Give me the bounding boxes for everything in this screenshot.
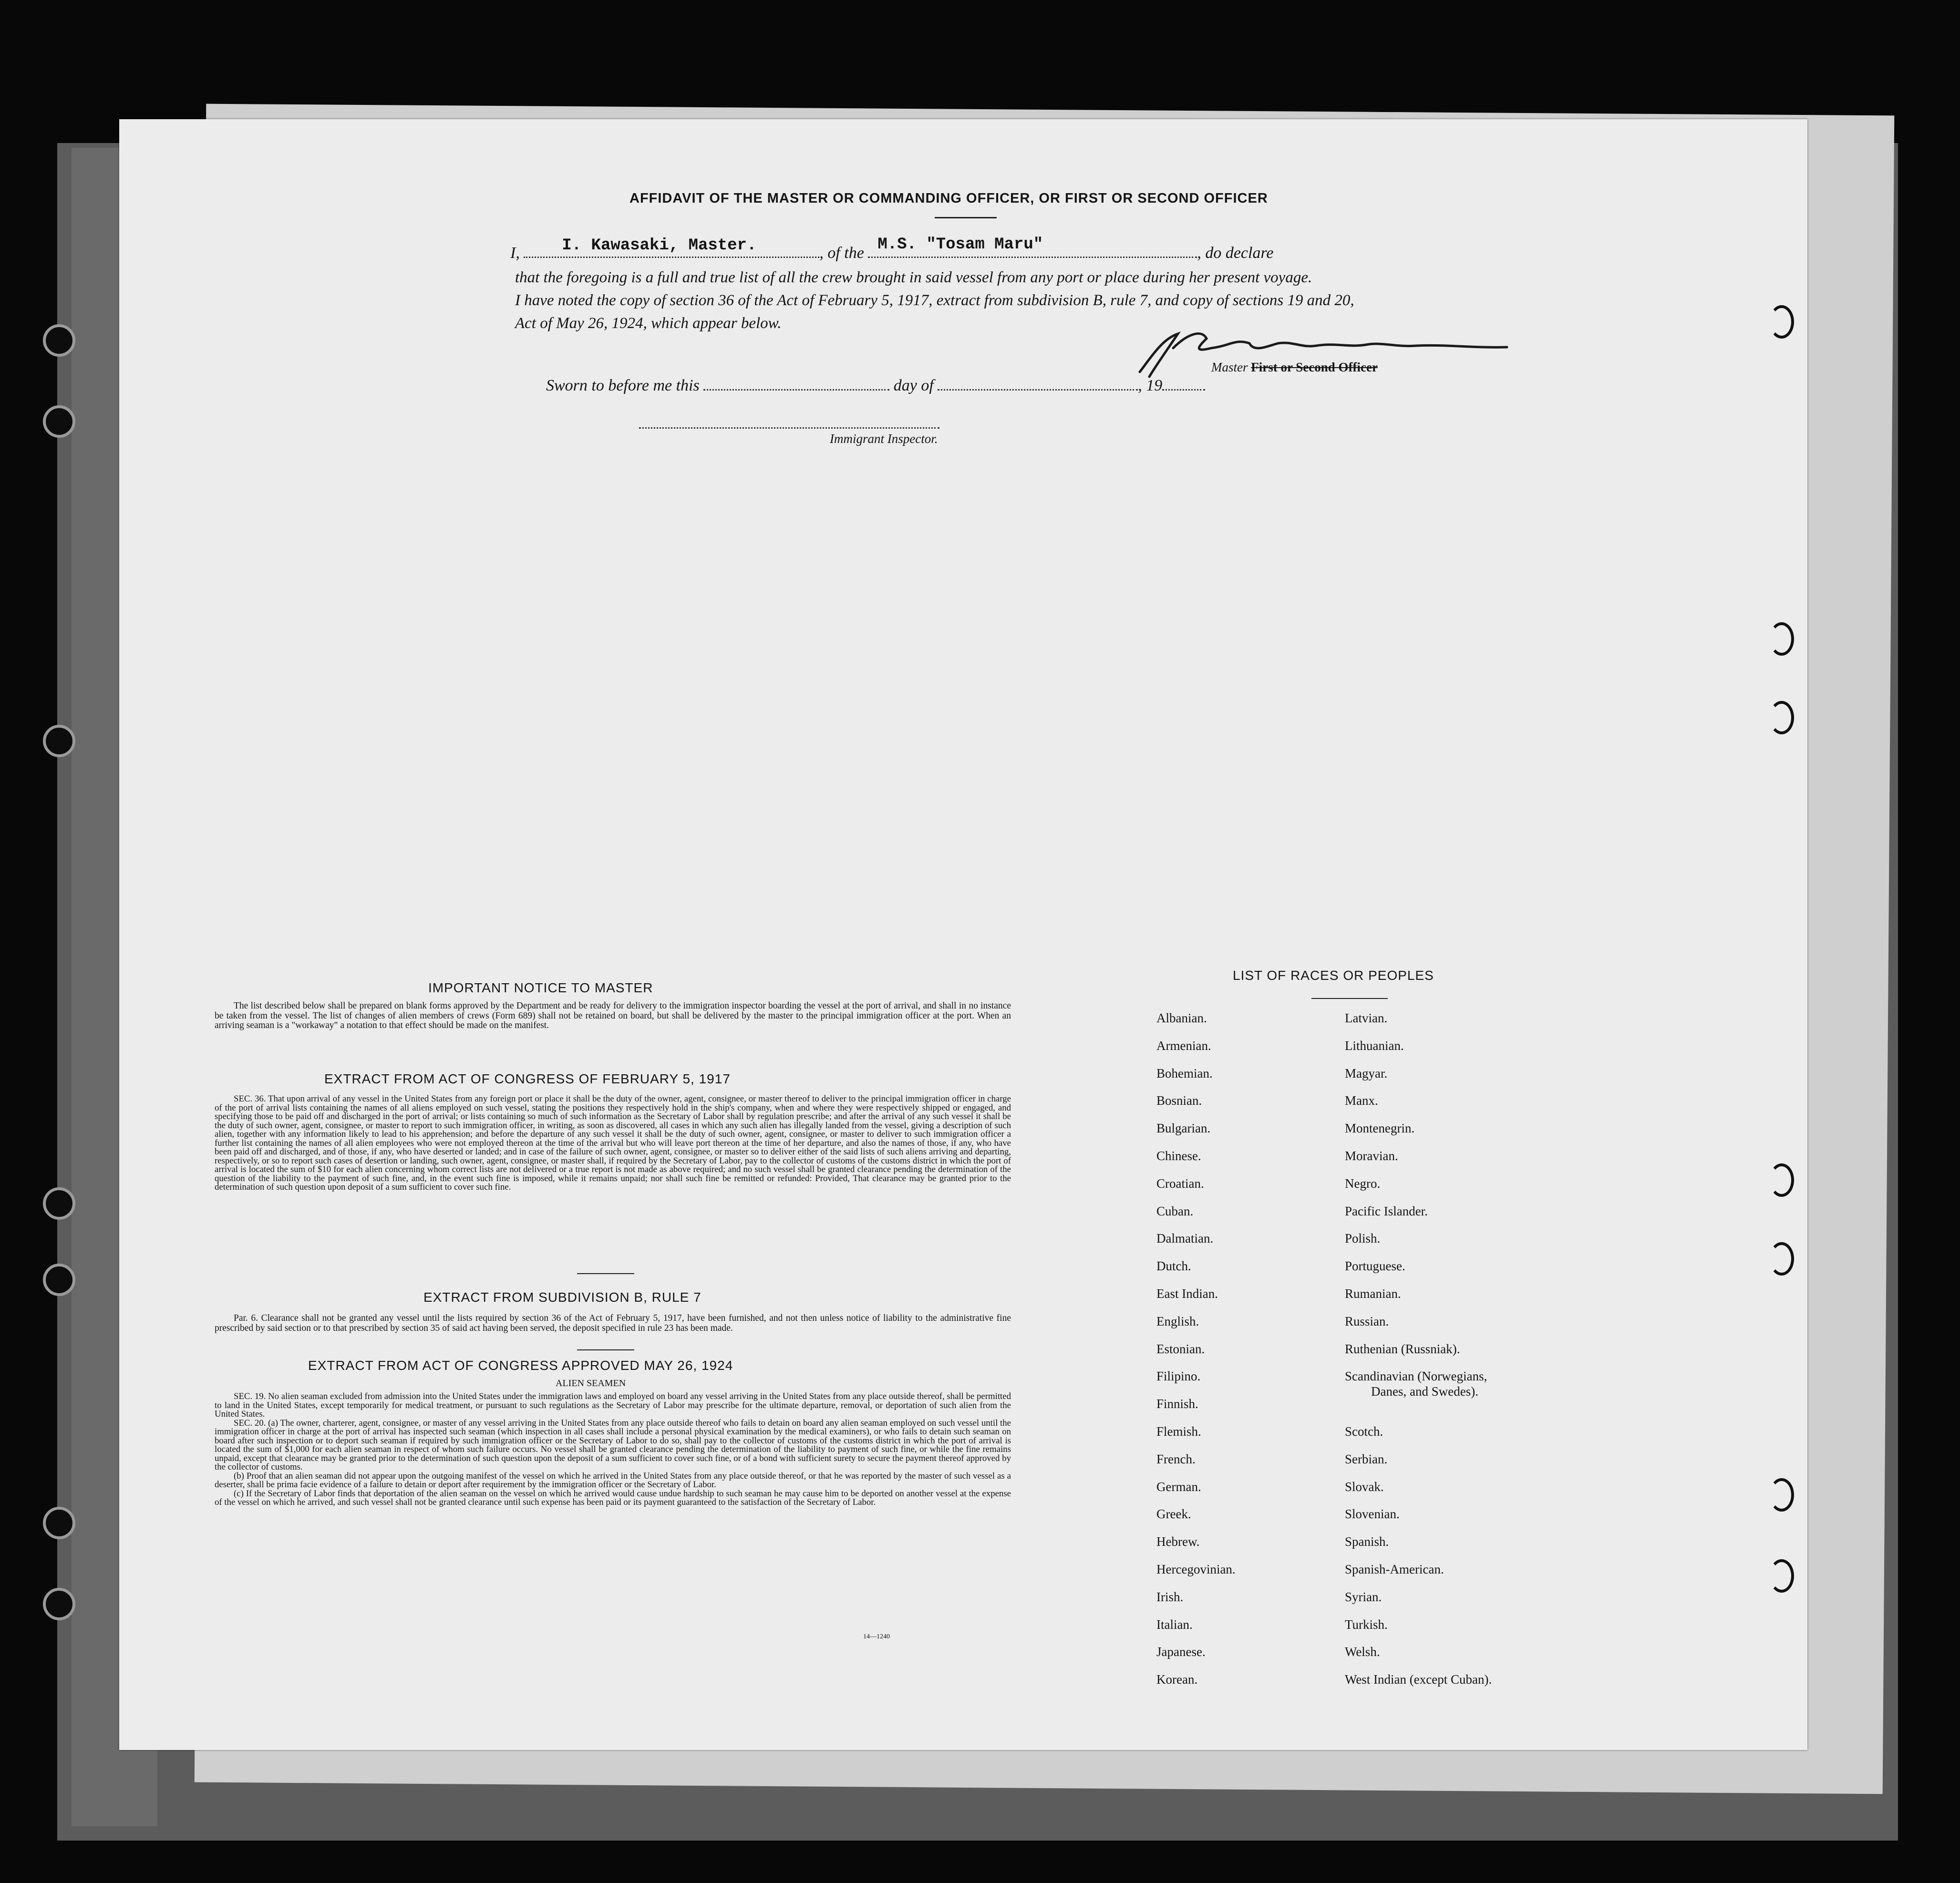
race-item: Ruthenian (Russniak).	[1345, 1341, 1460, 1356]
binder-ring	[1769, 1559, 1794, 1593]
race-item: Flemish.	[1156, 1424, 1201, 1439]
race-item: Bulgarian.	[1156, 1121, 1211, 1136]
race-item: Lithuanian.	[1345, 1038, 1404, 1053]
races-rule	[1311, 998, 1388, 999]
inspector-signature-field	[639, 415, 939, 429]
vessel-name: M.S. "Tosam Maru"	[877, 236, 1043, 254]
race-item: French.	[1156, 1451, 1196, 1466]
race-item: Irish.	[1156, 1589, 1184, 1604]
affidavit-page	[119, 119, 1807, 1750]
extract-1924-title: EXTRACT FROM ACT OF CONGRESS APPROVED MAY 26, 1924	[308, 1358, 733, 1373]
race-item: Finnish.	[1156, 1397, 1198, 1411]
sworn-line	[546, 377, 1205, 395]
section-rule	[577, 1349, 634, 1350]
title-rule	[935, 217, 997, 218]
race-item: English.	[1156, 1314, 1199, 1328]
extract-1917-text: SEC. 36. That upon arrival of any vessel in the United States from any foreign port or place it shall be the duty of the owner, agent, consignee, or master thereof to deliver to the principal immigration officer in charge of the port of arrival lists containing the names of all aliens employed on such vessel, stating the positions they respectively hold in the ship's company, when and where they were respectively shipped or engaged, and specifying those to be paid off and discharged in the port of arrival; or lists containing so much of such information as the Secretary of Labor shall by regulation prescribe; and after the arrival of any such vessel it shall be the duty of such owner, agent, consignee, or master to report to such immigration officer, in writing, as soon as discovered, all cases in which any such alien has illegally landed from the vessel, giving a description of such alien, together with any information likely to lead to his apprehension; and before the departure of any such vessel it shall be the duty of such owner, agent, consignee, or master to deliver to such immigration officer a further list containing the names of all alien employees who were not employed thereon at the time of the arrival but who will leave port thereon at the time of her departure, and also the names of those, if any, who have been paid off and discharged, and of those, if any, who have deserted or landed; and in case of the failure of such owner, agent, consignee, or master so to deliver either of the said lists of such aliens arriving and departing, respectively, or so to report such cases of desertion or landing, such owner, agent, consignee, or master shall, if required by the Secretary of Labor, pay to the collector of customs of the customs district in which the port of arrival is located the sum of $10 for each alien concerning whom correct lists are not delivered or a true report is not made as above required; and no such vessel shall be granted clearance pending the determination of the question of the liability to the payment of such fine, and, in the event such fine is imposed, while it remains unpaid; nor shall such fine be remitted or refunded: Provided, That clearance may be granted prior to the determination of such question upon deposit of a sum sufficient to cover such fine.	[215, 1094, 1011, 1192]
binder-ring	[1769, 1242, 1794, 1276]
race-item: Bohemian.	[1156, 1066, 1213, 1080]
binder-ring	[1769, 305, 1794, 339]
binder-hole	[43, 324, 75, 357]
alien-seamen-subtitle: ALIEN SEAMEN	[556, 1378, 626, 1389]
race-item: German.	[1156, 1479, 1201, 1494]
race-item: Italian.	[1156, 1617, 1193, 1632]
race-item: Negro.	[1345, 1176, 1381, 1191]
race-item: Turkish.	[1345, 1617, 1388, 1632]
race-item: Scotch.	[1345, 1424, 1383, 1439]
form-number: 14—1240	[863, 1633, 890, 1640]
declaration-line-4: Act of May 26, 1924, which appear below.	[515, 315, 782, 332]
race-item: Albanian.	[1156, 1011, 1207, 1025]
notice-title: IMPORTANT NOTICE TO MASTER	[428, 980, 653, 995]
race-item: West Indian (except Cuban).	[1345, 1672, 1492, 1687]
race-item: Magyar.	[1345, 1066, 1388, 1080]
race-item: Croatian.	[1156, 1176, 1204, 1191]
race-item: Filipino.	[1156, 1369, 1201, 1384]
master-name: I. Kawasaki, Master.	[562, 237, 757, 255]
race-item: Slovak.	[1345, 1479, 1384, 1494]
struck-officer-label: First or Second Officer	[1251, 360, 1378, 374]
race-item: Slovenian.	[1345, 1507, 1400, 1522]
binder-ring	[1769, 701, 1794, 734]
year-prefix-label: , 19	[1138, 377, 1163, 394]
race-item: Japanese.	[1156, 1645, 1206, 1659]
subdivision-text: Par. 6. Clearance shall not be granted any vessel until the lists required by section 36 of the Act of February 5, 1917, have been furnished, and not then unless notice of liability to the administrative fine prescribed by said section or to that prescribed by section 35 of said act having been served, the deposit specified in rule 23 has been made.	[215, 1313, 1011, 1333]
affidavit-title: AFFIDAVIT OF THE MASTER OR COMMANDING OFFICER, OR FIRST OR SECOND OFFICER	[629, 191, 1268, 206]
master-label: Master	[1211, 360, 1248, 374]
binder-hole	[43, 725, 75, 757]
binder-hole	[43, 405, 75, 438]
race-item: Pacific Islander.	[1345, 1204, 1428, 1218]
race-item: Armenian.	[1156, 1038, 1211, 1053]
section-rule	[577, 1273, 634, 1274]
binder-hole	[43, 1187, 75, 1220]
do-declare-label: , do declare	[1197, 244, 1274, 262]
sec-19-text: SEC. 19. No alien seaman excluded from admission into the United States under the immigration laws and employed on board any vessel arriving in the United States from any place outside thereof, shall be permitted to land in the United States, except temporarily for medical treatment, or pursuant to such regulations as the Secretary of Labor may prescribe for the ultimate departure, removal, or deportation of such alien from the United States.	[215, 1391, 1011, 1419]
race-item: Russian.	[1345, 1314, 1389, 1328]
races-title: LIST OF RACES OR PEOPLES	[1233, 968, 1434, 983]
declaration-line-1	[510, 236, 1274, 262]
sworn-day-field	[703, 377, 889, 391]
race-item: Rumanian.	[1345, 1286, 1401, 1301]
race-item: Hebrew.	[1156, 1534, 1200, 1549]
race-item: Moravian.	[1345, 1149, 1398, 1163]
of-the-label: , of the	[819, 244, 864, 262]
race-item: East Indian.	[1156, 1286, 1218, 1301]
race-item: Latvian.	[1345, 1011, 1388, 1025]
sec-20a-text: SEC. 20. (a) The owner, charterer, agent, consignee, or master of any vessel arriving in the United States from any place outside thereof who fails to detain on board any alien seaman employed on such vessel until the immigration officer in charge at the port of arrival has inspected such seaman (which inspection in all cases shall include a personal physical examination by the medical examiners), or who fails to detain such seaman on board after such inspection or to deport such seaman if required by such immigration officer or the Secretary of Labor to do so, shall pay to the collector of customs of the customs district in which the port of arrival is located the sum of $1,000 for each alien seaman in respect of whom such failure occurs. No vessel shall be granted clearance pending the determination of the liability to payment of such fine, or while the fine remains unpaid, except that clearance may be granted prior to the determination of such question upon the deposit of a sum sufficient to cover such fine, or of a bond with sufficient surety to secure the payment thereof approved by the collector of customs.	[215, 1418, 1011, 1472]
race-item: Montenegrin.	[1345, 1121, 1415, 1136]
subdivision-title: EXTRACT FROM SUBDIVISION B, RULE 7	[423, 1290, 701, 1305]
extract-1924-text	[215, 1392, 1011, 1507]
declaration-line-3: I have noted the copy of section 36 of the Act of February 5, 1917, extract from subdivision B, rule 7, and copy of sections 19 and 20,	[515, 292, 1354, 309]
binder-ring	[1769, 1478, 1794, 1512]
race-item: Dalmatian.	[1156, 1231, 1214, 1246]
race-item: Chinese.	[1156, 1149, 1201, 1163]
master-name-field	[524, 237, 819, 258]
race-item: Manx.	[1345, 1093, 1378, 1108]
sworn-year-field	[1162, 377, 1205, 391]
vessel-name-field	[868, 236, 1197, 258]
race-item: Scandinavian (Norwegians,	[1345, 1369, 1487, 1384]
sec-20b-text: (b) Proof that an alien seaman did not appear upon the outgoing manifest of the vessel on which he arrived in the United States from any place outside thereof, or that he was reported by the master of such vessel as a deserter, shall be prima facie evidence of a failure to detain or deport after requirement by the immigration officer or the Secretary of Labor.	[215, 1471, 1011, 1490]
race-item: Dutch.	[1156, 1259, 1191, 1274]
binder-ring	[1769, 1163, 1794, 1197]
sworn-label: Sworn to before me this	[546, 377, 700, 394]
race-item: Syrian.	[1345, 1589, 1382, 1604]
race-item: Estonian.	[1156, 1341, 1205, 1356]
race-item: Spanish-American.	[1345, 1562, 1444, 1576]
day-of-label: day of	[893, 377, 934, 394]
race-item: Cuban.	[1156, 1204, 1194, 1218]
i-label: I,	[510, 244, 520, 262]
declaration-line-2: that the foregoing is a full and true list of all the crew brought in said vessel from any port or place during her present voyage.	[515, 269, 1312, 286]
race-item: Greek.	[1156, 1507, 1191, 1522]
race-item: Spanish.	[1345, 1534, 1389, 1549]
race-item: Serbian.	[1345, 1451, 1388, 1466]
master-caption	[1211, 360, 1378, 375]
sec-20c-text: (c) If the Secretary of Labor finds that deportation of the alien seaman on the vessel on which he arrived would cause undue hardship to such seaman he may cause him to be deported on another vessel at the expense of the vessel on which he arrived, and such vessel shall not be granted clearance until such expense has been paid or its payment guaranteed to the satisfaction of the Secretary of Labor.	[215, 1488, 1011, 1507]
extract-1917-title: EXTRACT FROM ACT OF CONGRESS OF FEBRUARY 5, 1917	[324, 1071, 731, 1086]
race-item: Polish.	[1345, 1231, 1381, 1246]
sworn-month-field	[938, 377, 1138, 391]
race-item: Korean.	[1156, 1672, 1198, 1687]
race-item: Bosnian.	[1156, 1093, 1202, 1108]
race-item: Hercegovinian.	[1156, 1562, 1236, 1576]
binder-ring	[1769, 622, 1794, 656]
race-item: Portuguese.	[1345, 1259, 1405, 1274]
race-item: Welsh.	[1345, 1645, 1380, 1659]
binder-hole	[43, 1507, 75, 1539]
binder-hole	[43, 1264, 75, 1296]
binder-hole	[43, 1588, 75, 1620]
inspector-label: Immigrant Inspector.	[830, 432, 938, 446]
notice-text: The list described below shall be prepared on blank forms approved by the Department and be ready for delivery to the immigration inspector boarding the vessel at the port of arrival, and shall in no instance be taken from the vessel. The list of changes of alien members of crews (Form 689) shall not be retained on board, but shall be delivered by the master to the principal immigration officer at the port. When an arriving seaman is a "workaway" a notation to that effect should be made on the manifest.	[215, 1001, 1011, 1030]
race-item: Danes, and Swedes).	[1371, 1384, 1478, 1399]
